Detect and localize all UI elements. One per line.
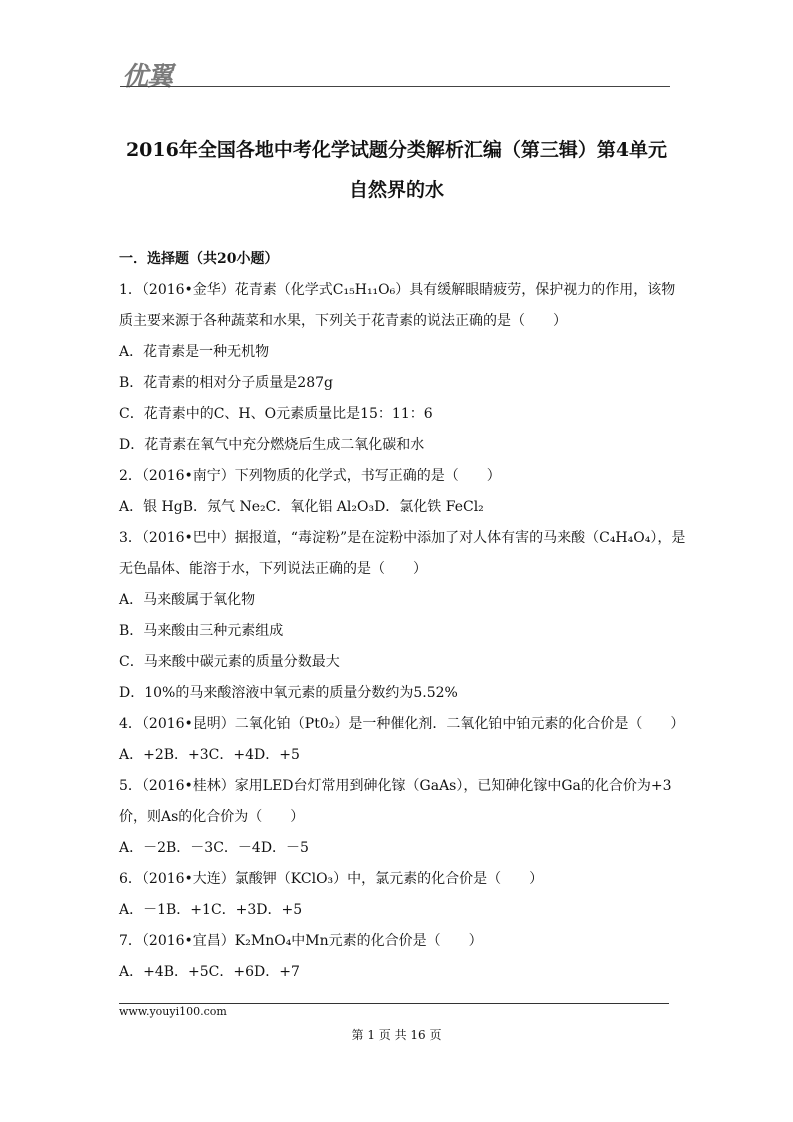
text-line: 4．（2016•昆明）二氧化铂（Pt0₂）是一种催化剂．二氧化铂中铂元素的化合价是（ ）: [119, 716, 685, 732]
text-line: A．+4B．+5C．+6D．+7: [119, 964, 300, 980]
text-line: D．花青素在氧气中充分燃烧后生成二氧化碳和水: [119, 437, 425, 453]
section-heading: 一．选择题（共20小题）: [119, 251, 279, 267]
text-line: 无色晶体、能溶于水，下列说法正确的是（ ）: [119, 561, 427, 577]
text-line: A．马来酸属于氧化物: [119, 592, 256, 608]
footer-url: www.youyi100.com: [119, 1005, 227, 1018]
brand-logo: 优翼: [122, 62, 173, 92]
text-line: 7．（2016•宜昌）K₂MnO₄中Mn元素的化合价是（ ）: [119, 933, 483, 949]
text-line: C．花青素中的C、H、O元素质量比是15：11：6: [119, 406, 433, 422]
text-line: 价，则As的化合价为（ ）: [119, 809, 305, 825]
footer-divider: [119, 1003, 669, 1004]
text-line: 质主要来源于各种蔬菜和水果，下列关于花青素的说法正确的是（ ）: [119, 313, 567, 329]
text-line: C．马来酸中碳元素的质量分数最大: [119, 654, 340, 670]
text-line: 1．（2016•金华）花青素（化学式C₁₅H₁₁O₆）具有缓解眼睛疲劳，保护视力的作用，该物: [119, 282, 676, 298]
text-line: A．花青素是一种无机物: [119, 344, 270, 360]
text-line: 2．（2016•南宁）下列物质的化学式，书写正确的是（ ）: [119, 468, 501, 484]
text-line: A．－1B．+1C．+3D．+5: [119, 902, 303, 918]
question-list: [119, 244, 686, 988]
header-divider: [120, 86, 670, 87]
document-title: 2016年全国各地中考化学试题分类解析汇编（第三辑）第4单元 自然界的水: [125, 139, 668, 201]
text-line: A．－2B．－3C．－4D．－5: [119, 840, 309, 856]
text-line: B．马来酸由三种元素组成: [119, 623, 284, 639]
text-line: A．+2B．+3C．+4D．+5: [119, 747, 300, 763]
text-line: 5．（2016•桂林）家用LED台灯常用到砷化镓（GaAs），已知砷化镓中Ga的化合价为+3: [119, 778, 672, 794]
page-number: 第 1 页 共 16 页: [351, 1028, 442, 1042]
text-line: D．10%的马来酸溶液中氧元素的质量分数约为5.52%: [119, 685, 458, 701]
text-line: B．花青素的相对分子质量是287g: [119, 375, 333, 391]
text-line: A．银 HgB．氖气 Ne₂C．氧化铝 Al₂O₃D．氯化铁 FeCl₂: [119, 499, 484, 515]
text-line: 6．（2016•大连）氯酸钾（KClO₃）中，氯元素的化合价是（ ）: [119, 871, 544, 887]
text-line: 3．（2016•巴中）据报道，“毒淀粉”是在淀粉中添加了对人体有害的马来酸（C₄H₄O₄），是: [119, 530, 686, 546]
